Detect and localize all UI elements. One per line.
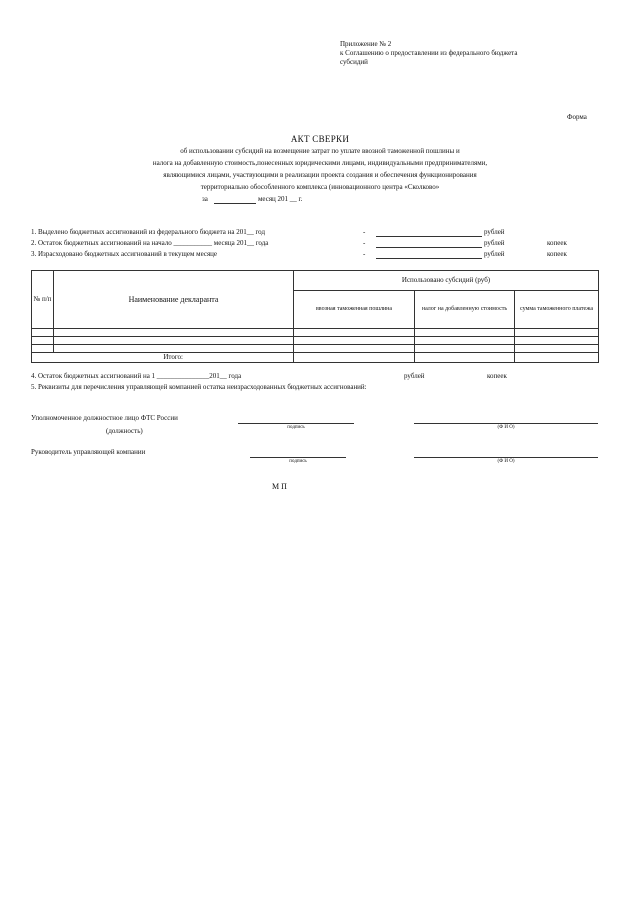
item-1-text: 1. Выделено бюджетных ассигнований из федерального бюджета на 201__ год (31, 228, 266, 236)
period-rest: месяц 201 __ г. (258, 195, 303, 203)
item-5-text: 5. Реквизиты для перечисления управляющей компанией остатка неизрасходованных бюджетных ассигнований: (31, 383, 367, 391)
sig2-signature-caption: подпись (289, 459, 307, 464)
form-label: Форма (567, 113, 587, 121)
header-vat: налог на добавленную стоимость (415, 291, 515, 329)
appendix-line-1: Приложение № 2 (340, 40, 392, 48)
table-total-row (32, 353, 599, 363)
subtitle-line-4: территориально обособленного комплекса (инновационного центра «Сколково» (200, 183, 440, 191)
item-1-rub: рублей (484, 228, 505, 236)
table-row (32, 329, 599, 337)
item-3-dash: - (363, 250, 366, 258)
item-4-text: 4. Остаток бюджетных ассигнований на 1 _______________201__ года (31, 372, 242, 380)
table-row (32, 345, 599, 353)
reconciliation-table (31, 270, 599, 363)
item-2-amount-line (376, 247, 482, 248)
item-4-rub: рублей (404, 372, 425, 380)
sig1-fio-caption: (Ф И О) (497, 425, 515, 430)
header-subsidies-used: Использовано субсидий (руб) (294, 271, 599, 291)
sig1-position: Уполномоченное должностное лицо ФТС России (31, 414, 178, 422)
header-declarant-name: Наименование декларанта (54, 271, 294, 329)
item-2-rub: рублей (484, 239, 505, 247)
appendix-line-2: к Соглашению о предоставлении из федерального бюджета (340, 49, 518, 57)
subtitle-line-3: являющимися лицами, участвующими в реализации проекта создания и обеспечения функционирования (163, 171, 477, 179)
sig1-signature-caption: подпись (287, 425, 305, 430)
table-row (32, 337, 599, 345)
subtitle-line-2: налога на добавленную стоимость,понесенных юридическими лицами, индивидуальными предпринимателями, (152, 159, 488, 167)
appendix-line-3: субсидий (340, 58, 368, 66)
period-month-line (214, 203, 256, 204)
item-4-kop: копеек (487, 372, 507, 380)
sig1-fio-line (414, 423, 598, 424)
period-za: за (202, 195, 208, 203)
header-import-duty: ввозная таможенная пошлина (294, 291, 415, 329)
sig1-signature-line (238, 423, 354, 424)
header-row-number: № п/п (32, 271, 54, 329)
document-title: АКТ СВЕРКИ (290, 134, 350, 144)
sig2-position: Руководитель управляющей компании (31, 448, 146, 456)
item-2-dash: - (363, 239, 366, 247)
item-2-kop: копеек (547, 239, 567, 247)
sig2-signature-line (250, 457, 346, 458)
item-3-kop: копеек (547, 250, 567, 258)
sig2-fio-line (414, 457, 598, 458)
total-label: Итого: (32, 353, 294, 363)
item-3-text: 3. Израсходовано бюджетных ассигнований в текущем месяце (31, 250, 218, 258)
sig2-fio-caption: (Ф И О) (497, 459, 515, 464)
subtitle-line-1: об использовании субсидий на возмещение затрат по уплате ввозной таможенной пошлины и (180, 147, 460, 155)
item-1-dash: - (363, 228, 366, 236)
stamp-place: М П (272, 482, 287, 491)
item-3-amount-line (376, 258, 482, 259)
item-1-amount-line (376, 236, 482, 237)
sig1-position-caption: (должность) (106, 427, 143, 435)
header-customs-payment: сумма таможенного платежа (515, 291, 599, 329)
item-3-rub: рублей (484, 250, 505, 258)
item-2-text: 2. Остаток бюджетных ассигнований на начало ___________ месяца 201__ года (31, 239, 269, 247)
